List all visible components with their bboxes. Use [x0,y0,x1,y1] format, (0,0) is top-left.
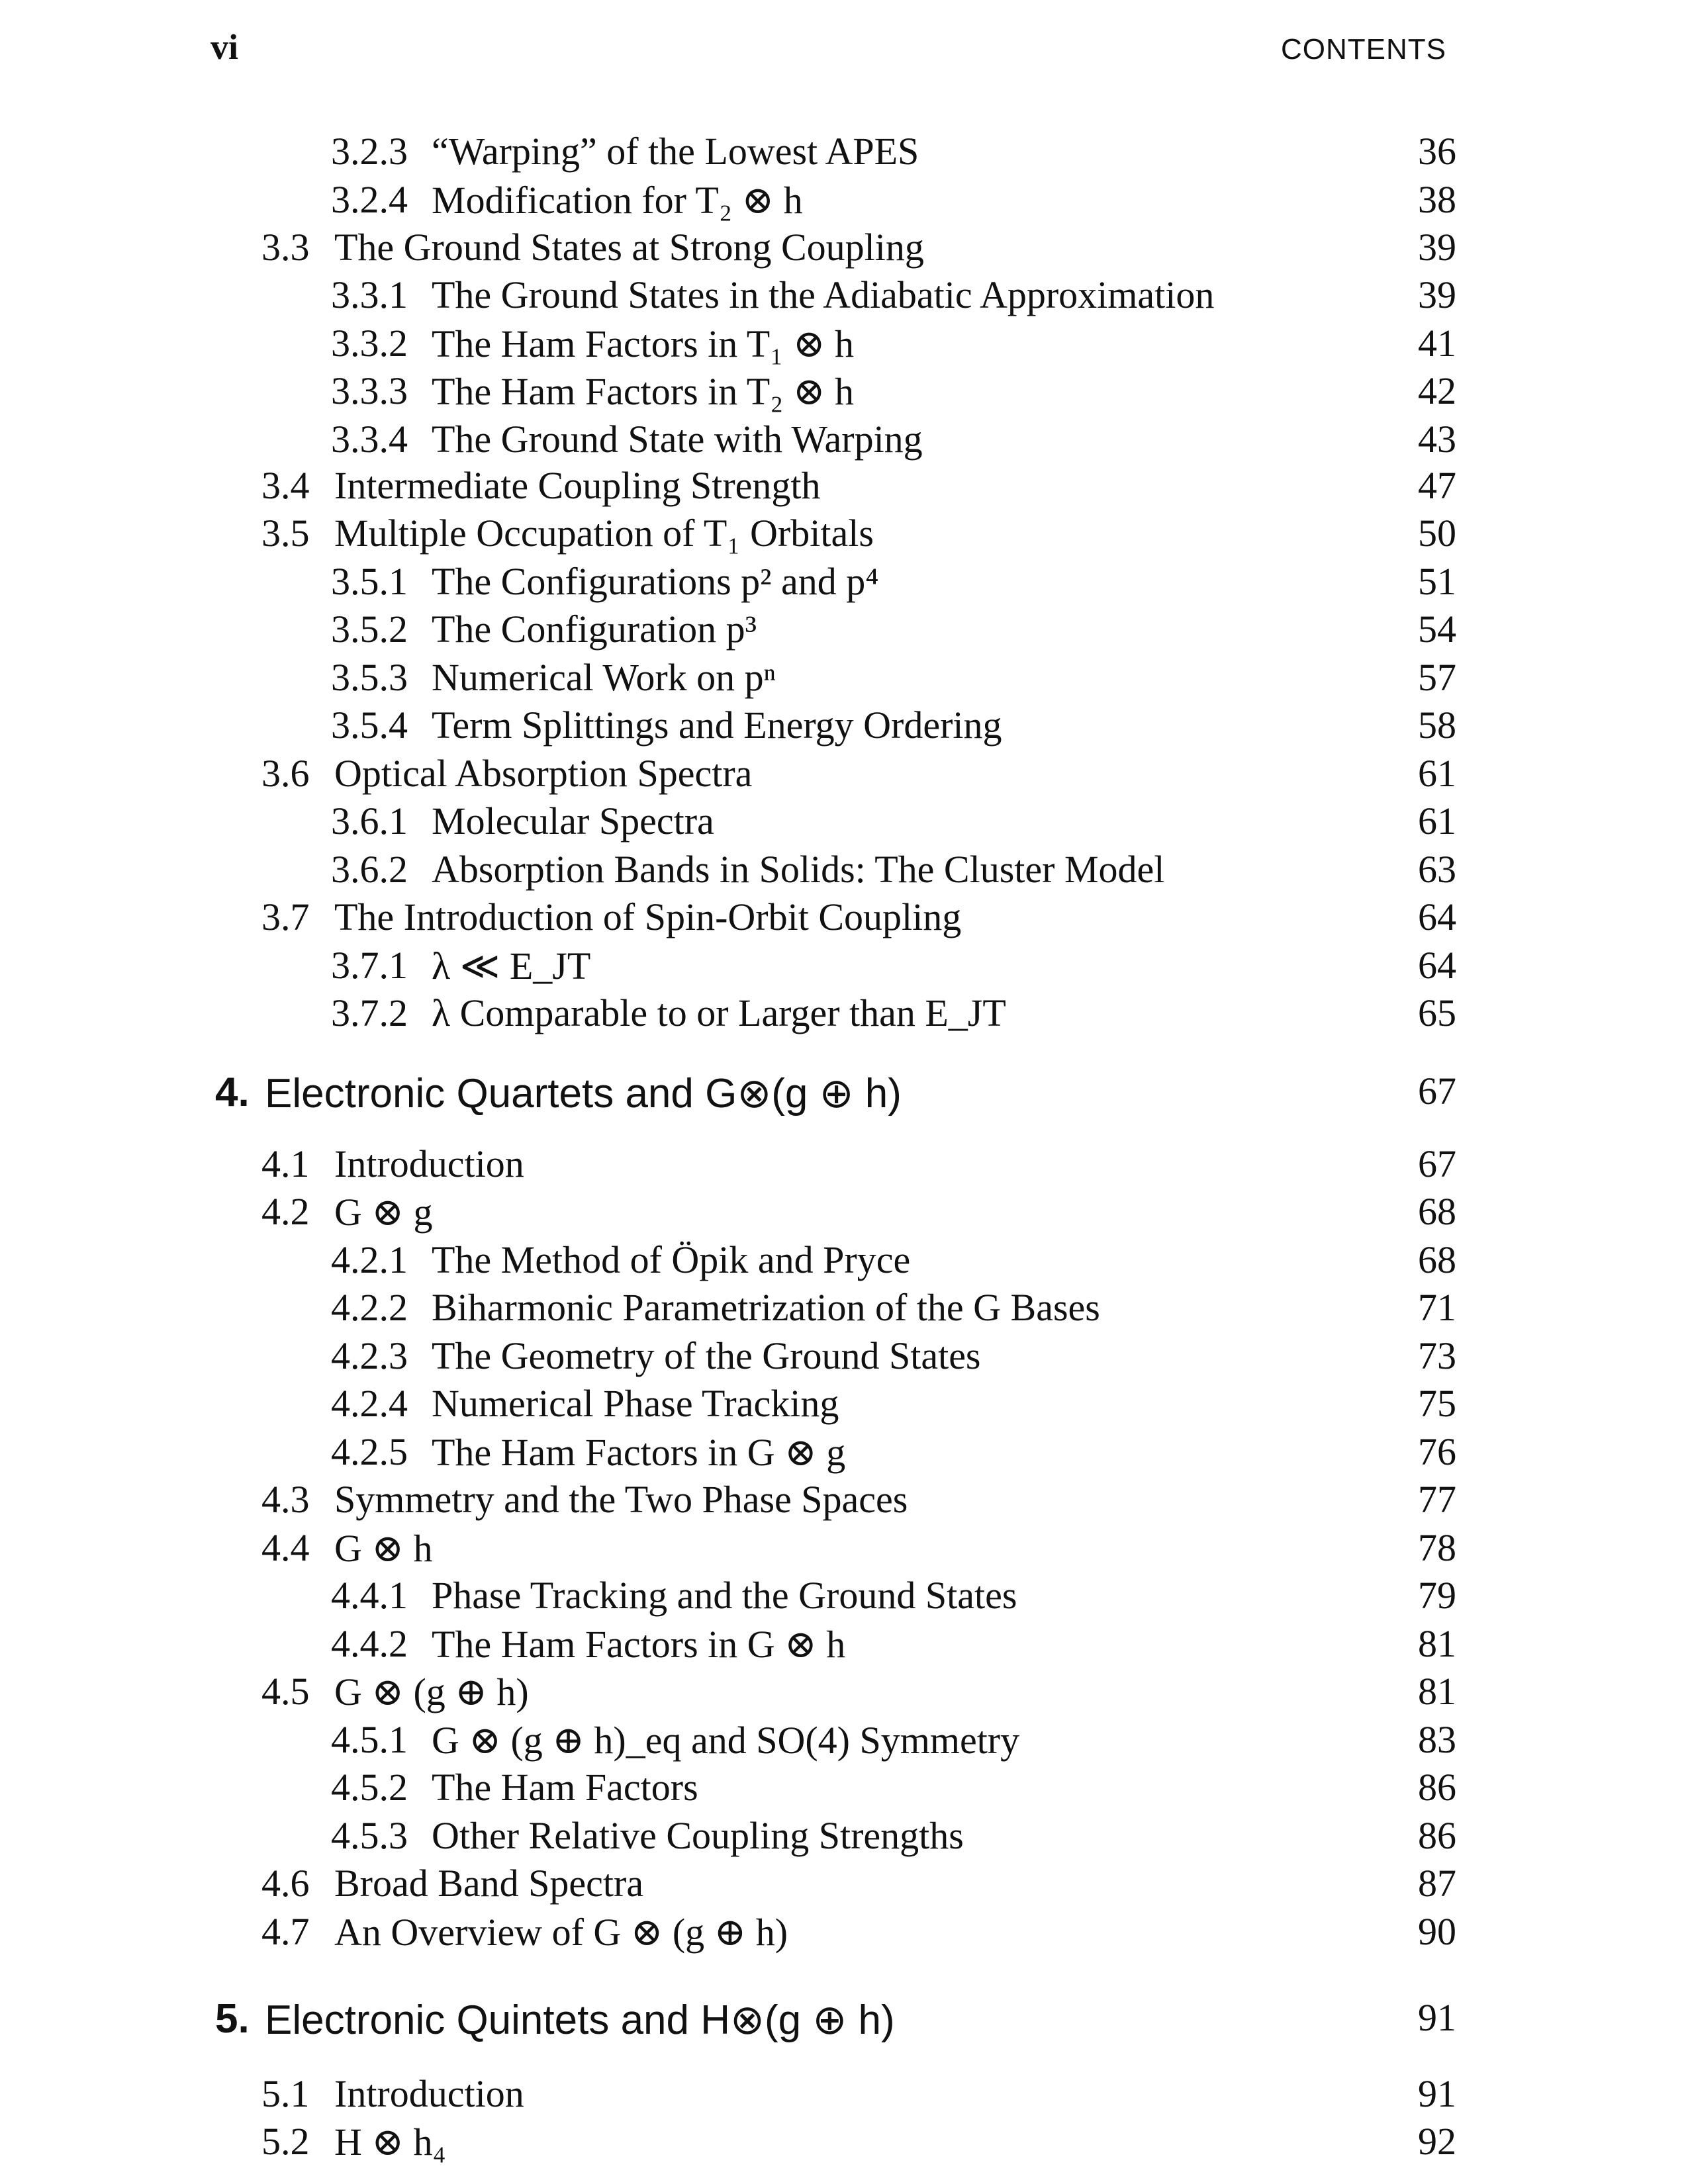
toc-entry-title: Symmetry and the Two Phase Spaces [334,1478,908,1521]
toc-entry-page: 86 [1418,1766,1456,1809]
toc-entry-page: 67 [1418,1142,1456,1185]
toc-entry[interactable] [0,1525,1688,1572]
toc-entry[interactable] [0,1285,1688,1332]
toc-entry-page: 90 [1418,1910,1456,1953]
toc-entry-number: 3.5.1 [331,560,408,603]
toc-entry-page: 86 [1418,1814,1456,1857]
toc-entry-number: 4.5.2 [331,1766,408,1809]
toc-entry[interactable] [0,703,1688,749]
toc-entry-page: 61 [1418,752,1456,795]
toc-entry-title: Introduction [334,2072,524,2115]
toc-entry[interactable] [0,2071,1688,2118]
toc-entry-title: The Introduction of Spin-Orbit Coupling [334,895,962,938]
toc-entry-page: 50 [1418,512,1456,555]
toc-entry-number: 4.5 [261,1670,310,1713]
toc-entry[interactable] [0,225,1688,271]
toc-entry-title: The Ham Factors in G ⊗ g [432,1431,846,1474]
toc-entry[interactable] [0,1765,1688,1811]
toc-entry[interactable] [0,463,1688,510]
toc-entry-title: The Configurations p² and p⁴ [432,560,879,603]
toc-entry[interactable] [0,1381,1688,1428]
toc-entry-number: 4.2.4 [331,1382,408,1425]
toc-entry-number: 4.4 [261,1526,310,1569]
toc-entry-title: The Method of Öpik and Pryce [432,1238,911,1281]
toc-entry-number: 3.5 [261,512,310,555]
toc-entry[interactable] [0,1334,1688,1380]
toc-entry-title: The Geometry of the Ground States [432,1334,981,1377]
toc-entry-number: 3.6.1 [331,799,408,842]
toc-entry[interactable] [0,991,1688,1037]
toc-entry-title: Electronic Quartets and G⊗(g ⊕ h) [265,1071,902,1116]
toc-entry-page: 71 [1418,1286,1456,1329]
toc-entry-number: 4.3 [261,1478,310,1521]
toc-entry[interactable] [0,1430,1688,1476]
toc-entry-page: 77 [1418,1478,1456,1521]
toc-entry[interactable] [0,943,1688,989]
toc-entry[interactable] [0,1813,1688,1860]
toc-entry-title: The Ham Factors in G ⊗ h [432,1623,846,1666]
toc-entry-page: 42 [1418,369,1456,412]
toc-entry-title: Numerical Work on pⁿ [432,656,776,699]
toc-entry[interactable] [0,607,1688,653]
toc-entry-page: 91 [1418,2072,1456,2115]
running-head: CONTENTS [1281,33,1446,66]
toc-entry-page: 61 [1418,799,1456,842]
toc-entry-number: 3.3 [261,226,310,269]
toc-entry-number: 4.6 [261,1862,310,1905]
toc-entry-title: Intermediate Coupling Strength [334,464,821,507]
toc-entry-page: 54 [1418,608,1456,651]
toc-entry-number: 4. [215,1069,250,1115]
toc-entry-page: 63 [1418,848,1456,891]
toc-entry-title: G ⊗ h [334,1527,433,1570]
toc-entry-number: 4.2.1 [331,1238,408,1281]
toc-entry-number: 3.5.3 [331,656,408,699]
toc-entry-title: The Ground State with Warping [432,418,923,461]
toc-entry-title: Modification for T₂ ⊗ h [432,179,803,222]
toc-entry-title: The Ground States in the Adiabatic Approximation [432,273,1215,316]
toc-entry-title: Broad Band Spectra [334,1862,644,1905]
toc-entry[interactable] [0,1669,1688,1715]
toc-entry-title: The Ground States at Strong Coupling [334,226,924,269]
toc-entry[interactable] [0,847,1688,893]
toc-entry-title: The Configuration p³ [432,608,757,651]
toc-entry[interactable] [0,895,1688,941]
toc-entry-number: 5.1 [261,2072,310,2115]
toc-entry-number: 4.4.1 [331,1574,408,1617]
toc-entry-page: 51 [1418,560,1456,603]
toc-entry-title: Term Splittings and Energy Ordering [432,704,1002,747]
toc-entry-title: “Warping” of the Lowest APES [432,130,919,173]
toc-entry[interactable] [0,511,1688,557]
toc-entry[interactable] [0,799,1688,845]
toc-entry-page: 76 [1418,1430,1456,1473]
toc-entry[interactable] [0,1189,1688,1236]
toc-entry-number: 3.7 [261,895,310,938]
page-number: vi [211,27,239,67]
toc-entry[interactable] [0,1238,1688,1284]
toc-entry[interactable] [0,417,1688,463]
toc-entry[interactable] [0,2119,1688,2165]
toc-entry-page: 68 [1418,1238,1456,1281]
toc-entry-page: 68 [1418,1190,1456,1233]
toc-entry-number: 3.3.1 [331,273,408,316]
toc-entry-number: 4.2.2 [331,1286,408,1329]
toc-entry-page: 78 [1418,1526,1456,1569]
toc-entry[interactable] [0,655,1688,702]
toc-entry[interactable] [0,1477,1688,1524]
toc-entry-page: 92 [1418,2120,1456,2163]
toc-entry-page: 81 [1418,1670,1456,1713]
toc-entry-number: 4.7 [261,1910,310,1953]
toc-entry-page: 39 [1418,273,1456,316]
toc-entry-number: 3.3.2 [331,322,408,365]
toc-entry[interactable] [0,369,1688,415]
toc-entry-number: 5. [215,1996,250,2042]
toc-entry-title: Optical Absorption Spectra [334,752,753,795]
toc-entry-number: 3.6 [261,752,310,795]
toc-entry-title: λ ≪ E_JT [432,944,591,987]
toc-entry-title: Absorption Bands in Solids: The Cluster Model [432,848,1165,891]
toc-entry-title: An Overview of G ⊗ (g ⊕ h) [334,1911,788,1954]
toc-entry-number: 3.5.4 [331,704,408,747]
toc-entry-page: 47 [1418,464,1456,507]
toc-entry[interactable] [0,1861,1688,1907]
toc-entry-title: The Ham Factors [432,1766,698,1809]
toc-entry-title: Phase Tracking and the Ground States [432,1574,1017,1617]
toc-entry-page: 36 [1418,130,1456,173]
toc-entry-page: 58 [1418,704,1456,747]
toc-entry-number: 4.2.5 [331,1430,408,1473]
toc-entry[interactable] [0,751,1688,797]
toc-entry[interactable] [0,1621,1688,1668]
toc-entry-number: 4.4.2 [331,1622,408,1665]
toc-entry[interactable] [0,321,1688,367]
toc-entry-title: λ Comparable to or Larger than E_JT [432,991,1006,1034]
toc-entry-title: Introduction [334,1142,524,1185]
toc-entry[interactable] [0,273,1688,319]
toc-entry-number: 3.6.2 [331,848,408,891]
toc-entry-number: 4.1 [261,1142,310,1185]
toc-entry-page: 57 [1418,656,1456,699]
toc-entry-title: The Ham Factors in T₁ ⊗ h [432,322,854,365]
toc-entry[interactable] [0,1573,1688,1619]
toc-entry-number: 3.2.3 [331,130,408,173]
toc-entry[interactable] [0,1909,1688,1956]
toc-entry-title: G ⊗ (g ⊕ h) [334,1670,529,1713]
toc-entry-page: 87 [1418,1862,1456,1905]
toc-entry-number: 3.7.1 [331,944,408,987]
toc-entry-title: Multiple Occupation of T₁ Orbitals [334,512,874,555]
toc-entry-title: Other Relative Coupling Strengths [432,1814,964,1857]
toc-entry-page: 39 [1418,226,1456,269]
toc-entry[interactable] [0,129,1688,175]
toc-entry-number: 3.7.2 [331,991,408,1034]
toc-entry-number: 3.3.4 [331,418,408,461]
toc-entry-title: G ⊗ g [334,1191,433,1234]
toc-entry-page: 64 [1418,895,1456,938]
toc-entry-page: 79 [1418,1574,1456,1617]
toc-entry-title: Electronic Quintets and H⊗(g ⊕ h) [265,1997,895,2043]
toc-entry-page: 64 [1418,944,1456,987]
toc-entry-number: 3.2.4 [331,178,408,221]
toc-entry[interactable] [0,1142,1688,1188]
toc-entry-page: 83 [1418,1718,1456,1761]
toc-entry[interactable] [0,1717,1688,1764]
toc-entry[interactable] [0,177,1688,224]
toc-entry-page: 41 [1418,322,1456,365]
toc-entry-page: 65 [1418,991,1456,1034]
toc-entry-page: 81 [1418,1622,1456,1665]
toc-entry-number: 4.2.3 [331,1334,408,1377]
toc-entry-title: G ⊗ (g ⊕ h)_eq and SO(4) Symmetry [432,1719,1020,1762]
toc-entry-number: 3.5.2 [331,608,408,651]
toc-entry-number: 4.2 [261,1190,310,1233]
toc-chapter[interactable] [0,1069,1688,1115]
toc-entry-number: 3.3.3 [331,369,408,412]
toc-entry-page: 75 [1418,1382,1456,1425]
toc-entry-number: 4.5.1 [331,1718,408,1761]
toc-entry-title: Biharmonic Parametrization of the G Bases [432,1286,1100,1329]
toc-entry-page: 43 [1418,418,1456,461]
toc-entry-title: The Ham Factors in T₂ ⊗ h [432,370,854,413]
toc-entry-number: 5.2 [261,2120,310,2163]
toc-entry-page: 91 [1418,1996,1456,2039]
toc-entry-title: Numerical Phase Tracking [432,1382,839,1425]
toc-chapter[interactable] [0,1995,1688,2042]
toc-entry-page: 38 [1418,178,1456,221]
toc-entry-title: H ⊗ h₄ [334,2120,446,2163]
toc-entry[interactable] [0,559,1688,606]
toc-entry-page: 67 [1418,1069,1456,1113]
toc-entry-title: Molecular Spectra [432,799,714,842]
toc-entry-page: 73 [1418,1334,1456,1377]
toc-entry-number: 4.5.3 [331,1814,408,1857]
toc-entry-number: 3.4 [261,464,310,507]
